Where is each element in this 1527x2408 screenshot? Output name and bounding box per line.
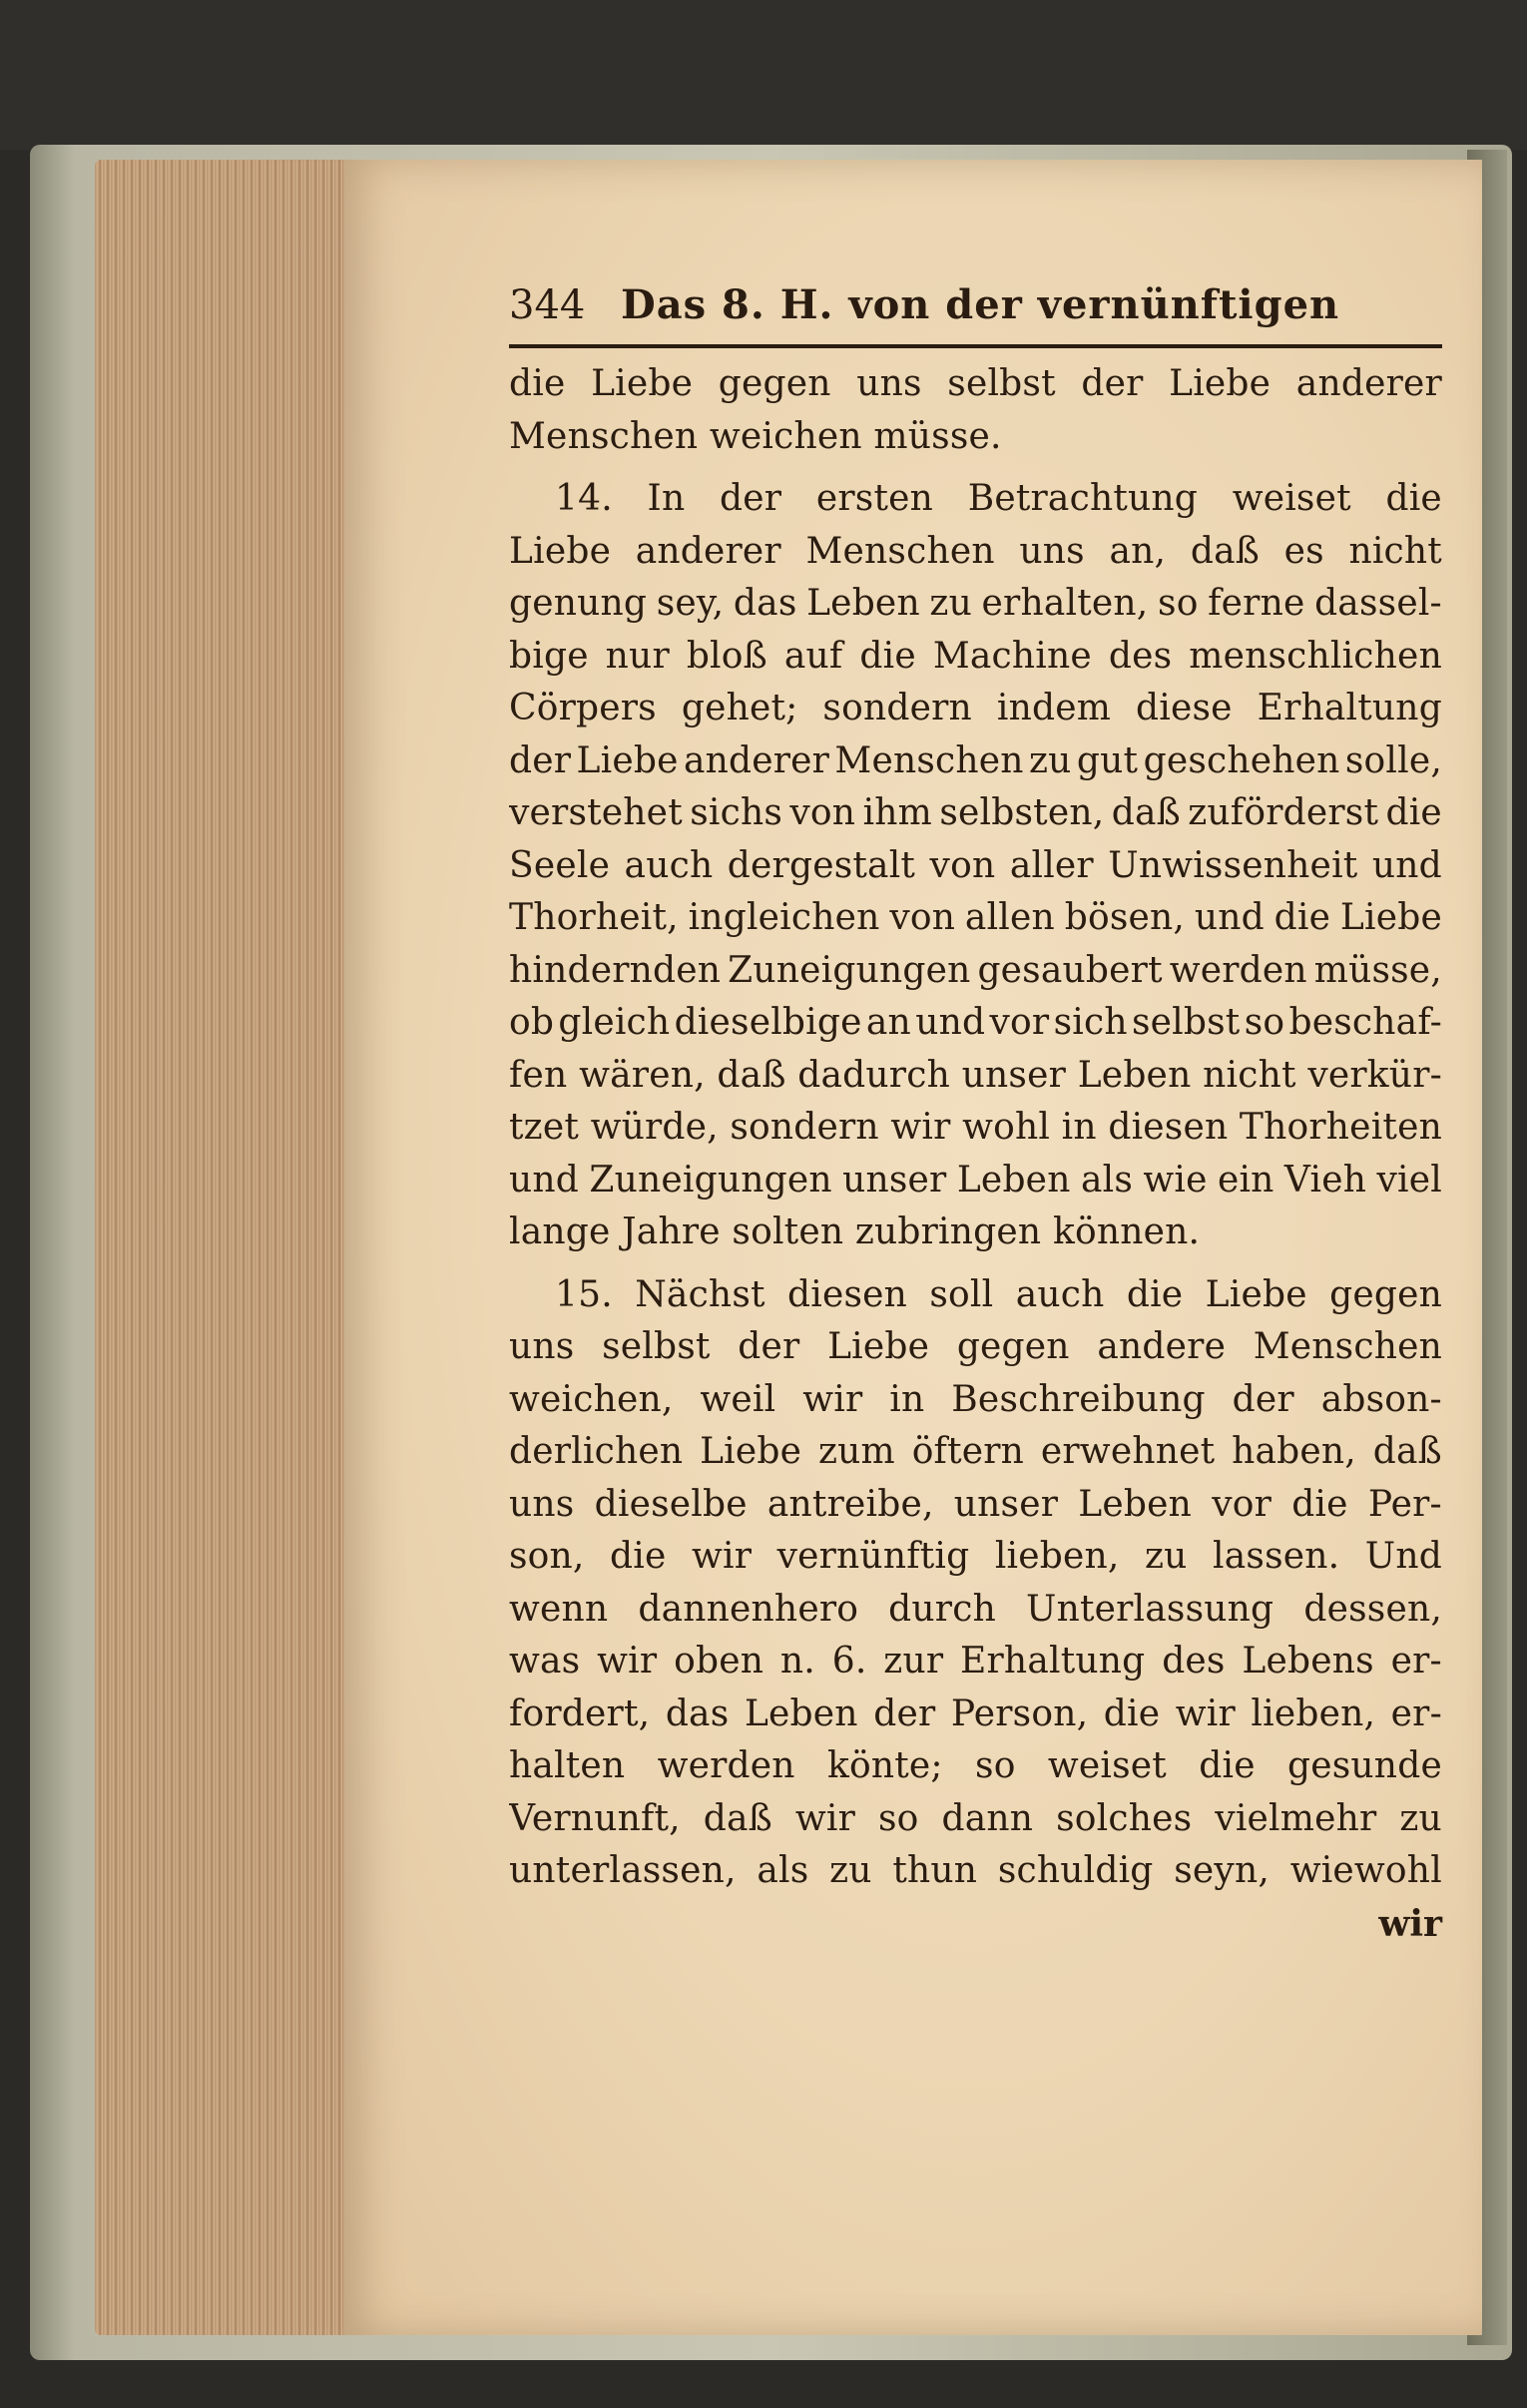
word: so <box>877 1797 919 1839</box>
word: genung <box>509 583 648 624</box>
word: daß <box>1372 1431 1442 1472</box>
word: derlichen <box>509 1431 684 1472</box>
word: thun <box>892 1850 978 1891</box>
word: wohl <box>962 1107 1051 1148</box>
word: die <box>1385 792 1442 833</box>
word: Per- <box>1367 1483 1442 1525</box>
word: und <box>509 1159 580 1201</box>
word: Liebe <box>1169 363 1272 404</box>
word: Betrachtung <box>967 478 1199 519</box>
word: nicht <box>1348 530 1442 572</box>
text-line <box>509 578 1442 631</box>
text-line <box>509 1102 1442 1155</box>
word: halten <box>509 1745 626 1786</box>
word: fen <box>509 1054 568 1096</box>
word: Vieh <box>1283 1159 1367 1201</box>
word: beschaf- <box>1288 1002 1442 1043</box>
word: uns <box>1019 530 1085 572</box>
word: 15. <box>555 1273 613 1315</box>
word: die <box>1199 1745 1256 1786</box>
word: Unwissenheit <box>1108 844 1358 886</box>
word: und <box>915 1002 986 1043</box>
word: wie <box>1143 1159 1208 1201</box>
head-rule <box>509 344 1442 348</box>
word: bloß <box>686 635 767 677</box>
word: Vernunft, <box>509 1797 681 1839</box>
text-line <box>509 1374 1442 1427</box>
word: daß <box>1190 530 1260 572</box>
word: vor <box>1212 1483 1272 1525</box>
word: er- <box>1390 1641 1442 1682</box>
backdrop <box>0 0 1527 150</box>
text-line <box>509 840 1442 893</box>
word: wenn <box>509 1588 609 1630</box>
text-line <box>509 473 1442 526</box>
word: auf <box>783 635 843 677</box>
word: solle, <box>1344 739 1442 781</box>
word: tzet <box>509 1107 580 1148</box>
word: uns <box>509 1483 575 1525</box>
word: Leben <box>744 1692 858 1734</box>
word: ersten <box>815 478 934 519</box>
word: ob <box>509 1002 555 1043</box>
word: unser <box>953 1483 1059 1525</box>
word: weichen, <box>509 1378 674 1420</box>
word: Zuneigungen <box>589 1159 832 1201</box>
word: und <box>1194 897 1265 938</box>
word: haben, <box>1232 1431 1356 1472</box>
word: In <box>647 478 686 519</box>
word: durch <box>888 1588 996 1630</box>
word: Beschreibung <box>951 1378 1206 1420</box>
word: vernünftig <box>776 1536 970 1577</box>
word: Cörpers <box>509 688 657 728</box>
word: gegen <box>956 1326 1070 1367</box>
word: es <box>1283 530 1324 572</box>
word: nicht <box>1203 1054 1296 1096</box>
word: könte; <box>826 1745 943 1786</box>
word: Zuneigungen <box>728 949 971 991</box>
word: das <box>733 583 797 624</box>
word: dannenhero <box>638 1588 859 1630</box>
word: die <box>1126 1273 1184 1315</box>
paragraph-gap <box>509 1259 1442 1269</box>
word: die <box>1273 897 1331 938</box>
word: sondern <box>730 1107 879 1148</box>
word: unterlassen, <box>509 1850 737 1891</box>
body-text <box>509 358 1442 1898</box>
text-line <box>509 1269 1442 1322</box>
word: geschehen <box>1143 739 1340 781</box>
text-line <box>509 1688 1442 1741</box>
word: zu <box>929 583 972 624</box>
text-line <box>509 1636 1442 1688</box>
text-line <box>509 735 1442 788</box>
word: zum <box>817 1431 895 1472</box>
text-line <box>509 1479 1442 1532</box>
text-line <box>509 1155 1442 1207</box>
word: antreibe, <box>766 1483 934 1525</box>
paragraph <box>509 473 1442 1259</box>
word: daß <box>717 1054 786 1096</box>
text-line <box>509 358 1442 411</box>
word: wir <box>794 1797 856 1839</box>
word: selbsten, <box>939 792 1105 833</box>
word: würde, <box>590 1107 719 1148</box>
page-text <box>509 274 1442 1950</box>
text-line <box>509 1050 1442 1103</box>
word: selbst <box>947 363 1056 404</box>
word: sich <box>1053 1002 1128 1043</box>
word: n. <box>779 1641 815 1682</box>
word: son, <box>509 1536 585 1577</box>
word: von <box>789 792 856 833</box>
word: dieselbige <box>674 1002 862 1043</box>
word: wir <box>802 1378 863 1420</box>
word: zur <box>883 1641 944 1682</box>
word: werden <box>657 1745 795 1786</box>
word: werden <box>1169 949 1307 991</box>
word: vor <box>989 1002 1050 1043</box>
text-line <box>509 892 1442 945</box>
word: nur <box>605 635 670 677</box>
page-number: 344 <box>509 282 586 328</box>
word: wir <box>597 1641 658 1682</box>
word: wir <box>1175 1692 1236 1734</box>
text-line <box>509 1740 1442 1793</box>
word: gehet; <box>681 688 798 728</box>
word: der <box>509 739 572 781</box>
catchword: wir <box>1378 1902 1442 1945</box>
word: Leben <box>806 583 920 624</box>
word: uns <box>509 1326 575 1367</box>
word: erwehnet <box>1040 1431 1216 1472</box>
word: weiset <box>1047 1745 1167 1786</box>
word: Erhaltung <box>960 1641 1146 1682</box>
word: 6. <box>831 1641 867 1682</box>
word: andere <box>1097 1326 1227 1367</box>
text-line <box>509 526 1442 579</box>
word: wären, <box>579 1054 706 1096</box>
word: er- <box>1390 1692 1442 1734</box>
word: ihm <box>862 792 932 833</box>
word: unser <box>842 1159 947 1201</box>
word: dessen, <box>1303 1588 1442 1630</box>
word: menschlichen <box>1189 635 1442 677</box>
word: verkür- <box>1307 1054 1442 1096</box>
word: der <box>1081 363 1144 404</box>
word: 14. <box>555 478 613 519</box>
word: als <box>757 1850 809 1891</box>
word: selbst <box>602 1326 711 1367</box>
word: anderer <box>635 530 781 572</box>
word: Menschen <box>1253 1326 1442 1367</box>
word: die <box>859 635 916 677</box>
word: so <box>1158 583 1199 624</box>
text-line <box>509 631 1442 684</box>
word: bösen, <box>1064 897 1186 938</box>
word: ingleichen <box>688 897 880 938</box>
word: wir <box>691 1536 753 1577</box>
text-line <box>509 997 1442 1050</box>
word: der <box>738 1326 800 1367</box>
word: Liebe <box>700 1431 802 1472</box>
word: Machine <box>932 635 1092 677</box>
word: Person, <box>950 1692 1089 1734</box>
text-line <box>509 945 1442 998</box>
word: so <box>1244 1002 1285 1043</box>
word: diesen <box>1108 1107 1229 1148</box>
running-head <box>509 274 1442 336</box>
word: dann <box>941 1797 1034 1839</box>
word: daß <box>703 1797 772 1839</box>
word: Und <box>1364 1536 1442 1577</box>
word: gesunde <box>1287 1745 1442 1786</box>
word: an <box>865 1002 911 1043</box>
word: die <box>509 363 566 404</box>
word: zu <box>1029 739 1072 781</box>
word: gleich <box>558 1002 671 1043</box>
word: des <box>1108 635 1173 677</box>
word: ein <box>1217 1159 1274 1201</box>
word: Menschen <box>805 530 995 572</box>
word: zu <box>829 1850 872 1891</box>
text-line <box>509 1845 1442 1898</box>
word: unser <box>961 1054 1067 1096</box>
word: lieben, <box>1251 1692 1376 1734</box>
word: erhalten, <box>981 583 1149 624</box>
word: sondern <box>822 688 972 728</box>
word: weiset <box>1232 478 1351 519</box>
word: allen <box>964 897 1055 938</box>
word: daß <box>1111 792 1181 833</box>
word: zu <box>1145 1536 1188 1577</box>
word: und <box>1371 844 1442 886</box>
word: oben <box>674 1641 764 1682</box>
page-block-edges <box>95 160 354 2335</box>
word: lassen. <box>1213 1536 1340 1577</box>
word: Liebe <box>1339 897 1442 938</box>
running-head-title: Das 8. H. von der vernünftigen <box>621 281 1340 328</box>
word: sey, <box>656 583 725 624</box>
word: uns <box>856 363 922 404</box>
word: zuförderst <box>1188 792 1379 833</box>
word: sichs <box>690 792 783 833</box>
word: die <box>1291 1483 1348 1525</box>
word: vielmehr <box>1215 1797 1377 1839</box>
word: von <box>889 897 956 938</box>
word: gut <box>1076 739 1139 781</box>
word: das <box>665 1692 730 1734</box>
word: soll <box>929 1273 994 1315</box>
paragraph <box>509 1269 1442 1898</box>
text-line <box>509 683 1442 735</box>
text-line <box>509 1793 1442 1846</box>
word: solches <box>1056 1797 1193 1839</box>
word: wiewohl <box>1289 1850 1442 1891</box>
word: zu <box>1399 1797 1442 1839</box>
word: des <box>1162 1641 1226 1682</box>
word: wir <box>890 1107 951 1148</box>
word: hindernden <box>509 949 722 991</box>
word: anderer <box>683 739 830 781</box>
word: Leben <box>1078 1483 1193 1525</box>
text-line <box>509 1584 1442 1637</box>
word: dassel- <box>1314 583 1442 624</box>
word: gesaubert <box>977 949 1163 991</box>
word: auch <box>624 844 714 886</box>
word: auch <box>1015 1273 1105 1315</box>
word: die <box>1103 1692 1161 1734</box>
word: gegen <box>1329 1273 1442 1315</box>
word: ferne <box>1208 583 1305 624</box>
word: die <box>610 1536 667 1577</box>
word: dieselbe <box>594 1483 748 1525</box>
word: schuldig <box>997 1850 1154 1891</box>
word: der <box>1232 1378 1294 1420</box>
paragraph-gap <box>509 463 1442 473</box>
word: weil <box>700 1378 776 1420</box>
word: indem <box>996 688 1112 728</box>
word: was <box>509 1641 581 1682</box>
word: die <box>1385 478 1442 519</box>
word: Leben <box>956 1159 1071 1201</box>
word: Liebe <box>591 363 694 404</box>
word: in <box>889 1378 925 1420</box>
word: selbst <box>1131 1002 1241 1043</box>
word: Lebens <box>1242 1641 1374 1682</box>
word: verstehet <box>509 792 683 833</box>
word: anderer <box>1295 363 1442 404</box>
word: abson- <box>1320 1378 1442 1420</box>
word: aller <box>1009 844 1094 886</box>
word: Liebe <box>1205 1273 1307 1315</box>
word: Liebe <box>576 739 679 781</box>
word: Liebe <box>509 530 612 572</box>
word: diese <box>1136 688 1233 728</box>
word: Thorheiten <box>1239 1107 1442 1148</box>
word: an, <box>1109 530 1167 572</box>
text-line: Menschen weichen müsse. <box>509 415 1002 457</box>
word: müsse, <box>1313 949 1442 991</box>
word: diesen <box>787 1273 908 1315</box>
word: in <box>1061 1107 1097 1148</box>
word: Erhaltung <box>1257 688 1442 728</box>
word: Seele <box>509 844 611 886</box>
text-line <box>509 1531 1442 1584</box>
text-line <box>509 787 1442 840</box>
word: dergestalt <box>727 844 916 886</box>
text-line: lange Jahre solten zubringen können. <box>509 1211 1201 1252</box>
word: lieben, <box>994 1536 1120 1577</box>
word: so <box>975 1745 1016 1786</box>
word: öftern <box>911 1431 1025 1472</box>
word: Menschen <box>834 739 1024 781</box>
word: Leben <box>1077 1054 1192 1096</box>
word: Nächst <box>635 1273 765 1315</box>
word: viel <box>1376 1159 1442 1201</box>
word: Thorheit, <box>509 897 679 938</box>
word: bige <box>509 635 589 677</box>
word: der <box>720 478 782 519</box>
word: gegen <box>718 363 831 404</box>
word: Liebe <box>827 1326 930 1367</box>
text-line <box>509 1426 1442 1479</box>
word: seyn, <box>1174 1850 1270 1891</box>
word: der <box>873 1692 936 1734</box>
word: als <box>1080 1159 1133 1201</box>
paragraph <box>509 358 1442 463</box>
word: fordert, <box>509 1692 651 1734</box>
word: Unterlassung <box>1026 1588 1274 1630</box>
text-line <box>509 1321 1442 1374</box>
word: von <box>929 844 996 886</box>
word: dadurch <box>797 1054 950 1096</box>
